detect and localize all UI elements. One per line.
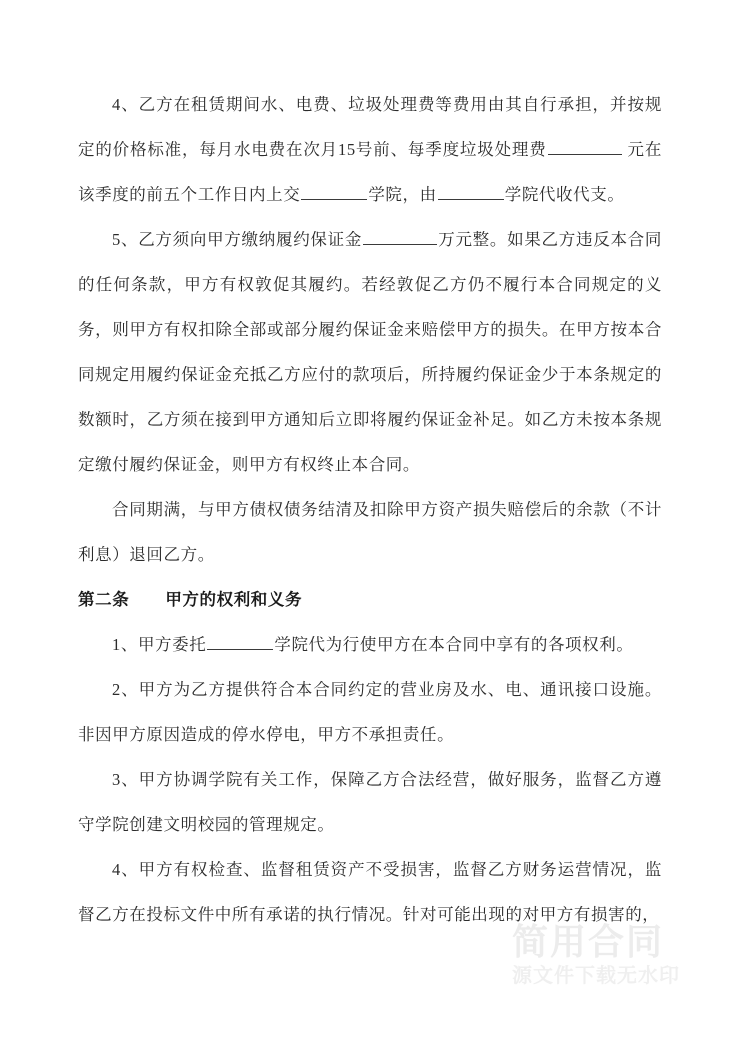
fill-in-blank-college-submit[interactable]: [301, 184, 367, 200]
clause-1-4-text-part-1: 4、乙方在租赁期间水、电费、垃圾处理费等费用由其自行承担，并按规定的价格标准，每月水电费在次月15号前、每季度垃圾处理费: [78, 95, 662, 159]
heading-article-two-label: 第二条: [78, 590, 130, 609]
fill-in-blank-deposit-amount[interactable]: [363, 229, 437, 245]
paragraph-clause-1-4: [78, 82, 662, 217]
heading-article-two-title: 甲方的权利和义务: [165, 590, 303, 609]
watermark-tagline-text: 源文件下载无水印: [512, 965, 680, 987]
paragraph-clause-2-4: 4、甲方有权检查、监督租赁资产不受损害，监督乙方财务运营情况，监督乙方在投标文件中所有承诺的执行情况。针对可能出现的对甲方有损害的，: [78, 860, 662, 924]
clause-1-5-text-part-2: 万元整。如果乙方违反本合同的任何条款，甲方有权敦促其履约。若经敦促乙方仍不履行本合同规定的义务，则甲方有权扣除全部或部分履约保证金来赔偿甲方的损失。在甲方按本合同规定用履约保证金充抵乙方应付的款项后，所持履约保证金少于本条规定的数额时，乙方须在接到甲方通知后立即将履约保证金补足。如乙方未按本条规定缴付履约保证金，则甲方有权终止本合同。: [78, 230, 662, 474]
paragraph-deposit-refund: 合同期满，与甲方债权债务结清及扣除甲方资产损失赔偿后的余款（不计利息）退回乙方。: [78, 500, 662, 564]
clause-2-1-text-part-1: 1、甲方委托: [112, 635, 207, 654]
paragraph-clause-2-3: 3、甲方协调学院有关工作，保障乙方合法经营，做好服务，监督乙方遵守学院创建文明校园的管理规定。: [78, 770, 662, 834]
watermark-brand-text: 简用合同: [512, 921, 665, 962]
document-body: [78, 82, 662, 937]
clause-2-1-text-part-2: 学院代为行使甲方在本合同中享有的各项权利。: [274, 635, 634, 654]
fill-in-blank-entrusted-college[interactable]: [207, 634, 273, 650]
fill-in-blank-college-collect[interactable]: [438, 184, 504, 200]
clause-1-4-text-part-2: 元在该季度的前五个工作日内上交: [78, 140, 662, 204]
heading-article-two: [78, 577, 662, 622]
paragraph-clause-1-5: [78, 217, 662, 487]
clause-1-4-text-part-3: 学院，由: [368, 185, 437, 204]
fill-in-blank-garbage-fee[interactable]: [548, 139, 622, 155]
clause-1-5-text-part-1: 5、乙方须向甲方缴纳履约保证金: [112, 230, 363, 249]
clause-1-4-text-part-4: 学院代收代支。: [504, 185, 625, 204]
paragraph-clause-2-1: [78, 622, 662, 667]
paragraph-clause-2-2: 2、甲方为乙方提供符合本合同约定的营业房及水、电、通讯接口设施。非因甲方原因造成的停水停电，甲方不承担责任。: [78, 680, 662, 744]
